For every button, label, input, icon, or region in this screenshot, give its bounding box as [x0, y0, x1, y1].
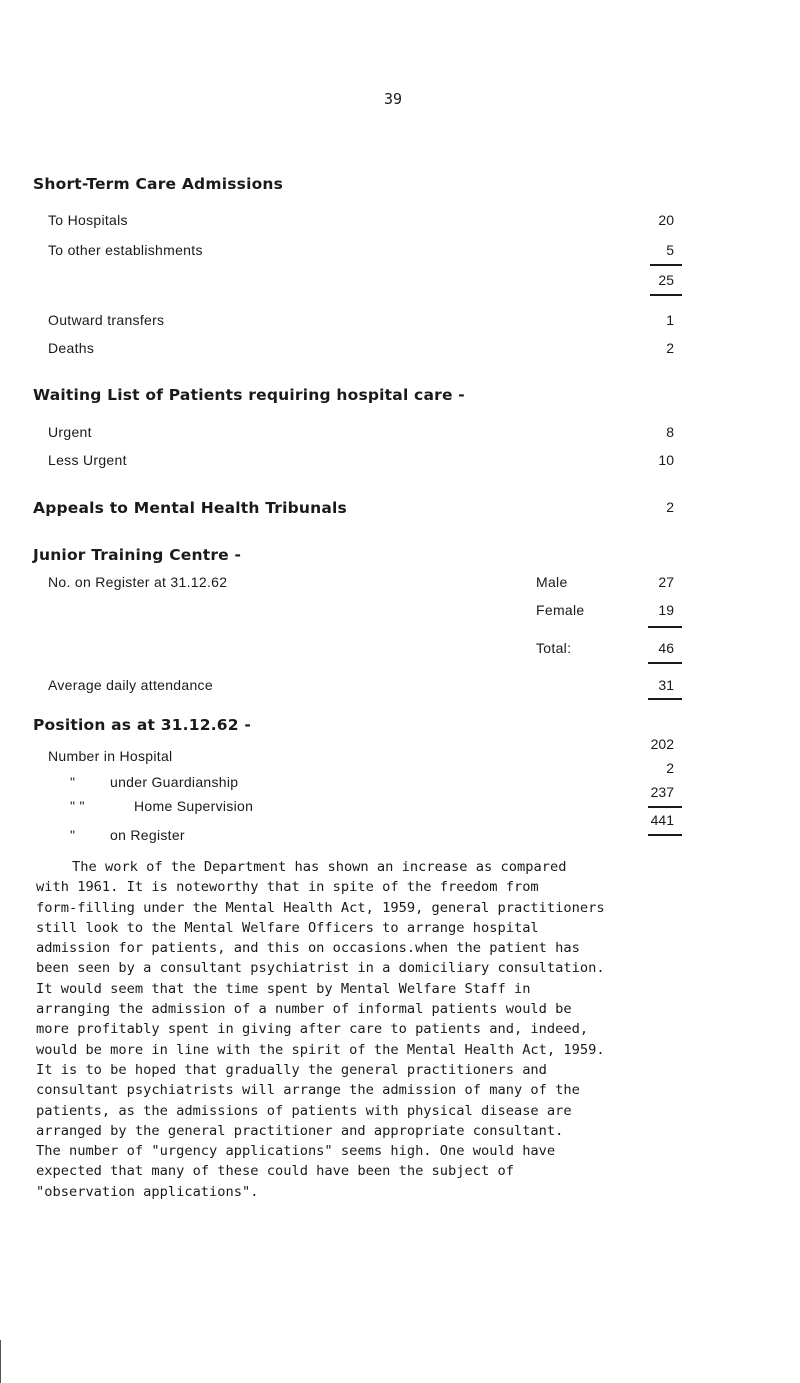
admissions-value-hospitals: 20: [658, 212, 674, 228]
paragraph-line: patients, as the admissions of patients with physical disease are: [36, 1102, 572, 1119]
paragraph-line: It would seem that the time spent by Mental Welfare Staff in: [36, 980, 531, 997]
paragraph-line: consultant psychiatrists will arrange the admission of many of the: [36, 1082, 580, 1099]
waiting-label-urgent: Urgent: [48, 424, 92, 440]
paragraph-line: arranging the admission of a number of informal patients would be: [36, 1001, 572, 1018]
rule-training-subtotal: [648, 626, 682, 628]
transfers-value: 1: [666, 312, 674, 328]
paragraph-line: with 1961. It is noteworthy that in spite of the freedom from: [36, 879, 539, 896]
paragraph-line: The work of the Department has shown an increase as compared: [72, 859, 567, 875]
admissions-label-hospitals: To Hospitals: [48, 212, 128, 228]
admissions-value-other: 5: [666, 242, 674, 258]
position-mark-supervision: " ": [70, 798, 85, 814]
training-label-female: Female: [536, 602, 585, 618]
position-value-guardianship: 2: [666, 760, 674, 776]
page-number: 39: [384, 90, 403, 108]
paragraph-line: admission for patients, and this on occasions.when the patient has: [36, 940, 580, 957]
scan-edge-line: [0, 1340, 1, 1383]
waiting-value-urgent: 8: [666, 424, 674, 440]
paragraph-line: arranged by the general practitioner and appropriate consultant.: [36, 1122, 564, 1139]
admissions-total: 25: [658, 272, 674, 288]
admissions-heading: Short-Term Care Admissions: [33, 175, 284, 193]
paragraph-line: The number of "urgency applications" seems high. One would have: [36, 1143, 556, 1160]
paragraph-line: would be more in line with the spirit of the Mental Health Act, 1959.: [36, 1041, 605, 1058]
position-value-supervision: 237: [650, 784, 674, 800]
paragraph-line: more profitably spent in giving after care to patients and, indeed,: [36, 1021, 589, 1038]
training-value-female: 19: [658, 602, 674, 618]
position-label-guardianship: under Guardianship: [110, 774, 239, 790]
position-value-register: 441: [650, 812, 674, 828]
attendance-value: 31: [658, 677, 674, 693]
deaths-value: 2: [666, 340, 674, 356]
training-heading: Junior Training Centre -: [33, 546, 242, 564]
position-label-register: on Register: [110, 827, 185, 843]
admissions-label-other: To other establishments: [48, 242, 203, 258]
attendance-label: Average daily attendance: [48, 677, 213, 693]
appeals-label: Appeals to Mental Health Tribunals: [33, 499, 347, 517]
transfers-label: Outward transfers: [48, 312, 165, 328]
rule-position-subtotal: [648, 806, 682, 808]
rule-admissions-total: [650, 294, 682, 296]
position-label-hospital: Number in Hospital: [48, 748, 173, 764]
paragraph-line: "observation applications".: [36, 1183, 259, 1200]
waiting-value-less-urgent: 10: [658, 452, 674, 468]
position-value-hospital: 202: [650, 736, 674, 752]
rule-training-total: [648, 662, 682, 664]
paragraph-line: It is to be hoped that gradually the general practitioners and: [36, 1061, 547, 1078]
position-heading: Position as at 31.12.62 -: [33, 716, 252, 734]
position-mark-guardianship: ": [70, 774, 76, 790]
rule-admissions-subtotal: [650, 264, 682, 266]
paragraph-line: still look to the Mental Welfare Officers to arrange hospital: [36, 919, 539, 936]
waiting-label-less-urgent: Less Urgent: [48, 452, 127, 468]
rule-position-total: [648, 834, 682, 836]
training-value-male: 27: [658, 574, 674, 590]
training-value-total: 46: [658, 640, 674, 656]
training-register-label: No. on Register at 31.12.62: [48, 574, 228, 590]
training-label-male: Male: [536, 574, 568, 590]
position-label-supervision: Home Supervision: [134, 798, 254, 814]
appeals-value: 2: [666, 499, 674, 515]
paragraph-line: form-filling under the Mental Health Act, 1959, general practitioners: [36, 899, 605, 916]
paragraph-line: expected that many of these could have been the subject of: [36, 1163, 514, 1180]
waiting-heading: Waiting List of Patients requiring hospital care -: [33, 386, 465, 404]
body-paragraph: [36, 857, 786, 1202]
deaths-label: Deaths: [48, 340, 95, 356]
rule-attendance: [648, 698, 682, 700]
position-mark-register: ": [70, 827, 76, 843]
training-label-total: Total:: [536, 640, 572, 656]
paragraph-line: been seen by a consultant psychiatrist in a domiciliary consultation.: [36, 960, 605, 977]
